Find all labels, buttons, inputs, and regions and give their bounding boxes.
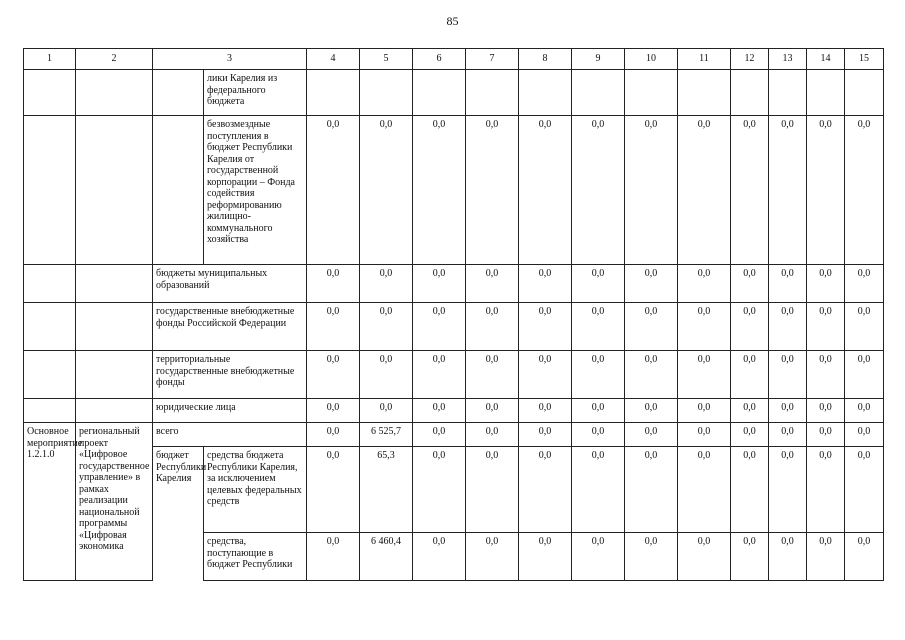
value-cell: 0,0 [413,265,466,303]
value-cell: 0,0 [360,399,413,423]
value-cell: 0,0 [845,265,884,303]
value-cell: 0,0 [731,116,769,265]
value-cell: 0,0 [413,423,466,447]
activity-code: Основное мероприятие 1.2.1.0 [24,423,76,581]
value-cell: 0,0 [466,399,519,423]
source-label: всего [153,423,307,447]
page-number: 85 [446,14,459,28]
value-cell: 0,0 [519,447,572,533]
source-label: территориальные государственные внебюджетные фонды [153,351,307,399]
value-cell [572,70,625,116]
value-cell [769,70,807,116]
value-cell [845,70,884,116]
table-row [24,70,884,116]
header-cell: 4 [307,49,360,70]
value-cell: 6 525,7 [360,423,413,447]
value-cell: 0,0 [413,351,466,399]
value-cell: 0,0 [731,351,769,399]
value-cell: 0,0 [769,303,807,351]
source-label: средства, поступающие в бюджет Республики [204,533,307,581]
value-cell: 0,0 [519,423,572,447]
value-cell: 0,0 [413,303,466,351]
value-cell: 0,0 [845,447,884,533]
source-label: юридические лица [153,399,307,423]
value-cell: 0,0 [625,399,678,423]
value-cell: 0,0 [572,533,625,581]
value-cell: 0,0 [845,533,884,581]
value-cell: 0,0 [625,447,678,533]
value-cell: 0,0 [307,533,360,581]
empty-cell [76,351,153,399]
empty-cell [24,265,76,303]
header-row [24,49,884,70]
header-cell: 3 [153,49,307,70]
value-cell: 0,0 [769,265,807,303]
value-cell: 0,0 [519,399,572,423]
source-label: безвозмездные поступления в бюджет Республики Карелия от государственной корпорации – Фонда содействия реформированию жилищно-коммунального хозяйства [204,116,307,265]
value-cell: 0,0 [769,423,807,447]
value-cell: 0,0 [307,265,360,303]
value-cell: 0,0 [519,303,572,351]
budget-table [23,48,884,581]
header-cell: 7 [466,49,519,70]
value-cell: 0,0 [769,351,807,399]
value-cell: 0,0 [845,351,884,399]
value-cell: 0,0 [360,351,413,399]
value-cell [413,70,466,116]
value-cell: 0,0 [807,116,845,265]
header-cell: 11 [678,49,731,70]
value-cell: 0,0 [769,116,807,265]
header-cell: 2 [76,49,153,70]
source-label: средства бюджета Республики Карелия, за исключением целевых федеральных средств [204,447,307,533]
empty-cell [76,116,153,265]
source-label: государственные внебюджетные фонды Российской Федерации [153,303,307,351]
value-cell: 0,0 [466,447,519,533]
header-cell: 5 [360,49,413,70]
table-row [24,399,884,423]
value-cell: 0,0 [678,265,731,303]
value-cell: 0,0 [572,399,625,423]
value-cell: 0,0 [807,303,845,351]
value-cell: 0,0 [678,303,731,351]
header-cell: 8 [519,49,572,70]
value-cell: 0,0 [625,351,678,399]
empty-cell [24,399,76,423]
value-cell: 0,0 [466,423,519,447]
value-cell: 0,0 [807,533,845,581]
value-cell: 0,0 [678,399,731,423]
value-cell: 0,0 [413,447,466,533]
header-cell: 10 [625,49,678,70]
value-cell: 0,0 [807,351,845,399]
value-cell: 0,0 [845,423,884,447]
value-cell: 0,0 [769,533,807,581]
header-cell: 9 [572,49,625,70]
source-label: лики Карелия из федерального бюджета [204,70,307,116]
table-row [24,265,884,303]
header-cell: 6 [413,49,466,70]
value-cell: 0,0 [413,399,466,423]
value-cell: 0,0 [307,423,360,447]
table-row [24,447,884,533]
value-cell: 0,0 [731,399,769,423]
value-cell: 0,0 [625,303,678,351]
value-cell: 0,0 [307,116,360,265]
value-cell: 65,3 [360,447,413,533]
value-cell: 0,0 [625,533,678,581]
value-cell: 0,0 [572,303,625,351]
value-cell: 0,0 [519,265,572,303]
value-cell: 0,0 [572,265,625,303]
value-cell: 0,0 [519,533,572,581]
value-cell: 0,0 [519,351,572,399]
value-cell [307,70,360,116]
value-cell [519,70,572,116]
empty-cell [24,70,76,116]
value-cell: 6 460,4 [360,533,413,581]
value-cell: 0,0 [678,351,731,399]
project-name: региональный проект «Цифровое государственное управление» в рамках реализации национальной программы «Цифровая экономика [76,423,153,581]
value-cell: 0,0 [845,116,884,265]
value-cell [731,70,769,116]
value-cell: 0,0 [807,423,845,447]
empty-cell [76,303,153,351]
value-cell [807,70,845,116]
table-row [24,423,884,447]
value-cell: 0,0 [360,303,413,351]
empty-cell [76,70,153,116]
empty-cell [24,116,76,265]
value-cell: 0,0 [307,303,360,351]
value-cell: 0,0 [307,399,360,423]
value-cell [466,70,519,116]
value-cell: 0,0 [466,116,519,265]
value-cell: 0,0 [625,116,678,265]
empty-cell [24,351,76,399]
value-cell: 0,0 [466,265,519,303]
value-cell: 0,0 [360,116,413,265]
value-cell: 0,0 [572,351,625,399]
value-cell: 0,0 [572,447,625,533]
value-cell: 0,0 [572,116,625,265]
table-row [24,351,884,399]
value-cell: 0,0 [413,116,466,265]
value-cell: 0,0 [731,303,769,351]
value-cell: 0,0 [625,265,678,303]
value-cell: 0,0 [413,533,466,581]
value-cell: 0,0 [466,351,519,399]
value-cell [625,70,678,116]
value-cell: 0,0 [845,303,884,351]
value-cell: 0,0 [307,447,360,533]
value-cell: 0,0 [519,116,572,265]
header-cell: 1 [24,49,76,70]
value-cell: 0,0 [678,447,731,533]
header-cell: 14 [807,49,845,70]
empty-cell [153,116,204,265]
value-cell: 0,0 [731,423,769,447]
value-cell: 0,0 [466,533,519,581]
value-cell: 0,0 [678,116,731,265]
value-cell: 0,0 [769,399,807,423]
empty-cell [153,70,204,116]
empty-cell [76,399,153,423]
value-cell: 0,0 [678,533,731,581]
table-row [24,116,884,265]
header-cell: 15 [845,49,884,70]
value-cell [360,70,413,116]
value-cell: 0,0 [678,423,731,447]
empty-cell [76,265,153,303]
value-cell: 0,0 [307,351,360,399]
value-cell: 0,0 [625,423,678,447]
value-cell: 0,0 [769,447,807,533]
value-cell: 0,0 [807,447,845,533]
value-cell [678,70,731,116]
table-row [24,303,884,351]
budget-group-label: бюджет Республики Карелия [153,447,204,581]
value-cell: 0,0 [807,399,845,423]
value-cell: 0,0 [731,447,769,533]
value-cell: 0,0 [360,265,413,303]
source-label: бюджеты муниципальных образований [153,265,307,303]
header-cell: 12 [731,49,769,70]
value-cell: 0,0 [466,303,519,351]
value-cell: 0,0 [731,265,769,303]
value-cell: 0,0 [731,533,769,581]
empty-cell [24,303,76,351]
value-cell: 0,0 [807,265,845,303]
header-cell: 13 [769,49,807,70]
value-cell: 0,0 [572,423,625,447]
value-cell: 0,0 [845,399,884,423]
